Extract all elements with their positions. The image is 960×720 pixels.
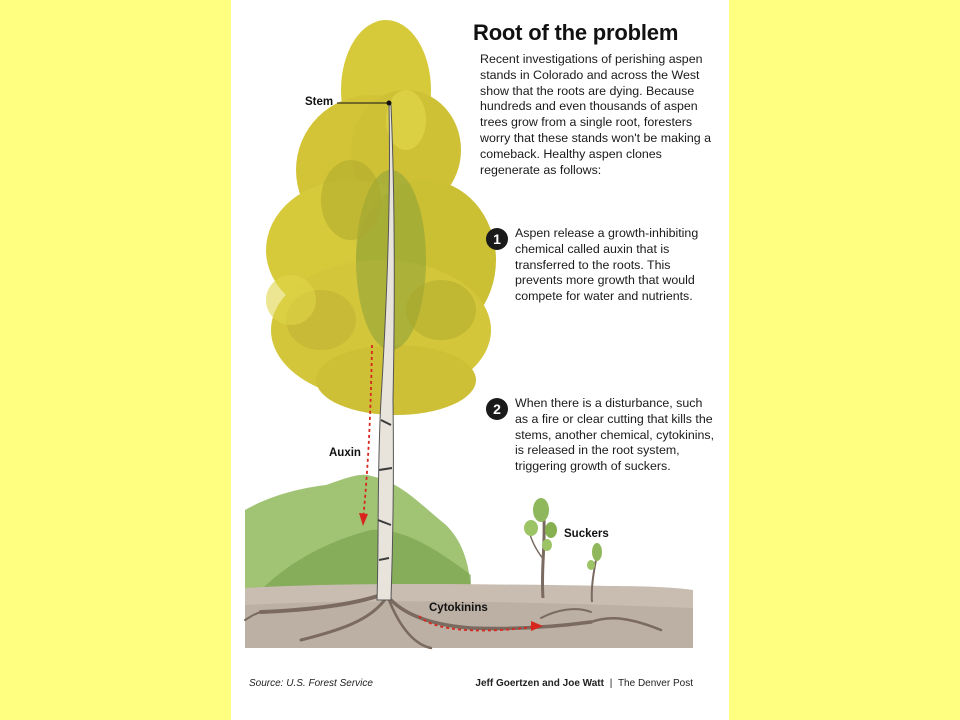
tree-foliage xyxy=(266,20,496,415)
stem-label: Stem xyxy=(305,96,334,108)
infographic-title: Root of the problem xyxy=(473,20,679,45)
credit-names: Jeff Goertzen and Joe Watt xyxy=(475,678,604,689)
infographic-panel xyxy=(231,0,729,720)
stem-pointer-dot xyxy=(387,101,392,106)
step-1-text: Aspen release a growth-inhibiting chemical called auxin that is transferred to the roots. This prevents more growth that would compete for water and nutrients. xyxy=(515,226,699,304)
suckers-label: Suckers xyxy=(564,528,609,540)
step-1-number-badge: 1 xyxy=(486,228,508,250)
step-2-number-badge: 2 xyxy=(486,398,508,420)
intro-paragraph: Recent investigations of perishing aspen stands in Colorado and across the West show that the roots are dying. Because hundreds and even thousands of aspen trees grow from a single root, foresters worry that these stands won't be making a comeback. Healthy aspen clones regenerate as follows: xyxy=(480,52,712,177)
credit-line xyxy=(475,678,693,689)
credit-separator: | xyxy=(609,678,613,689)
source-note: Source: U.S. Forest Service xyxy=(249,678,373,689)
step-2-text: When there is a disturbance, such as a fire or clear cutting that kills the stems, another chemical, cytokinins, is released in the root system, triggering growth of suckers. xyxy=(515,396,715,474)
credit-outlet: The Denver Post xyxy=(617,678,693,689)
auxin-label: Auxin xyxy=(329,447,361,459)
cytokinins-label: Cytokinins xyxy=(429,602,488,614)
